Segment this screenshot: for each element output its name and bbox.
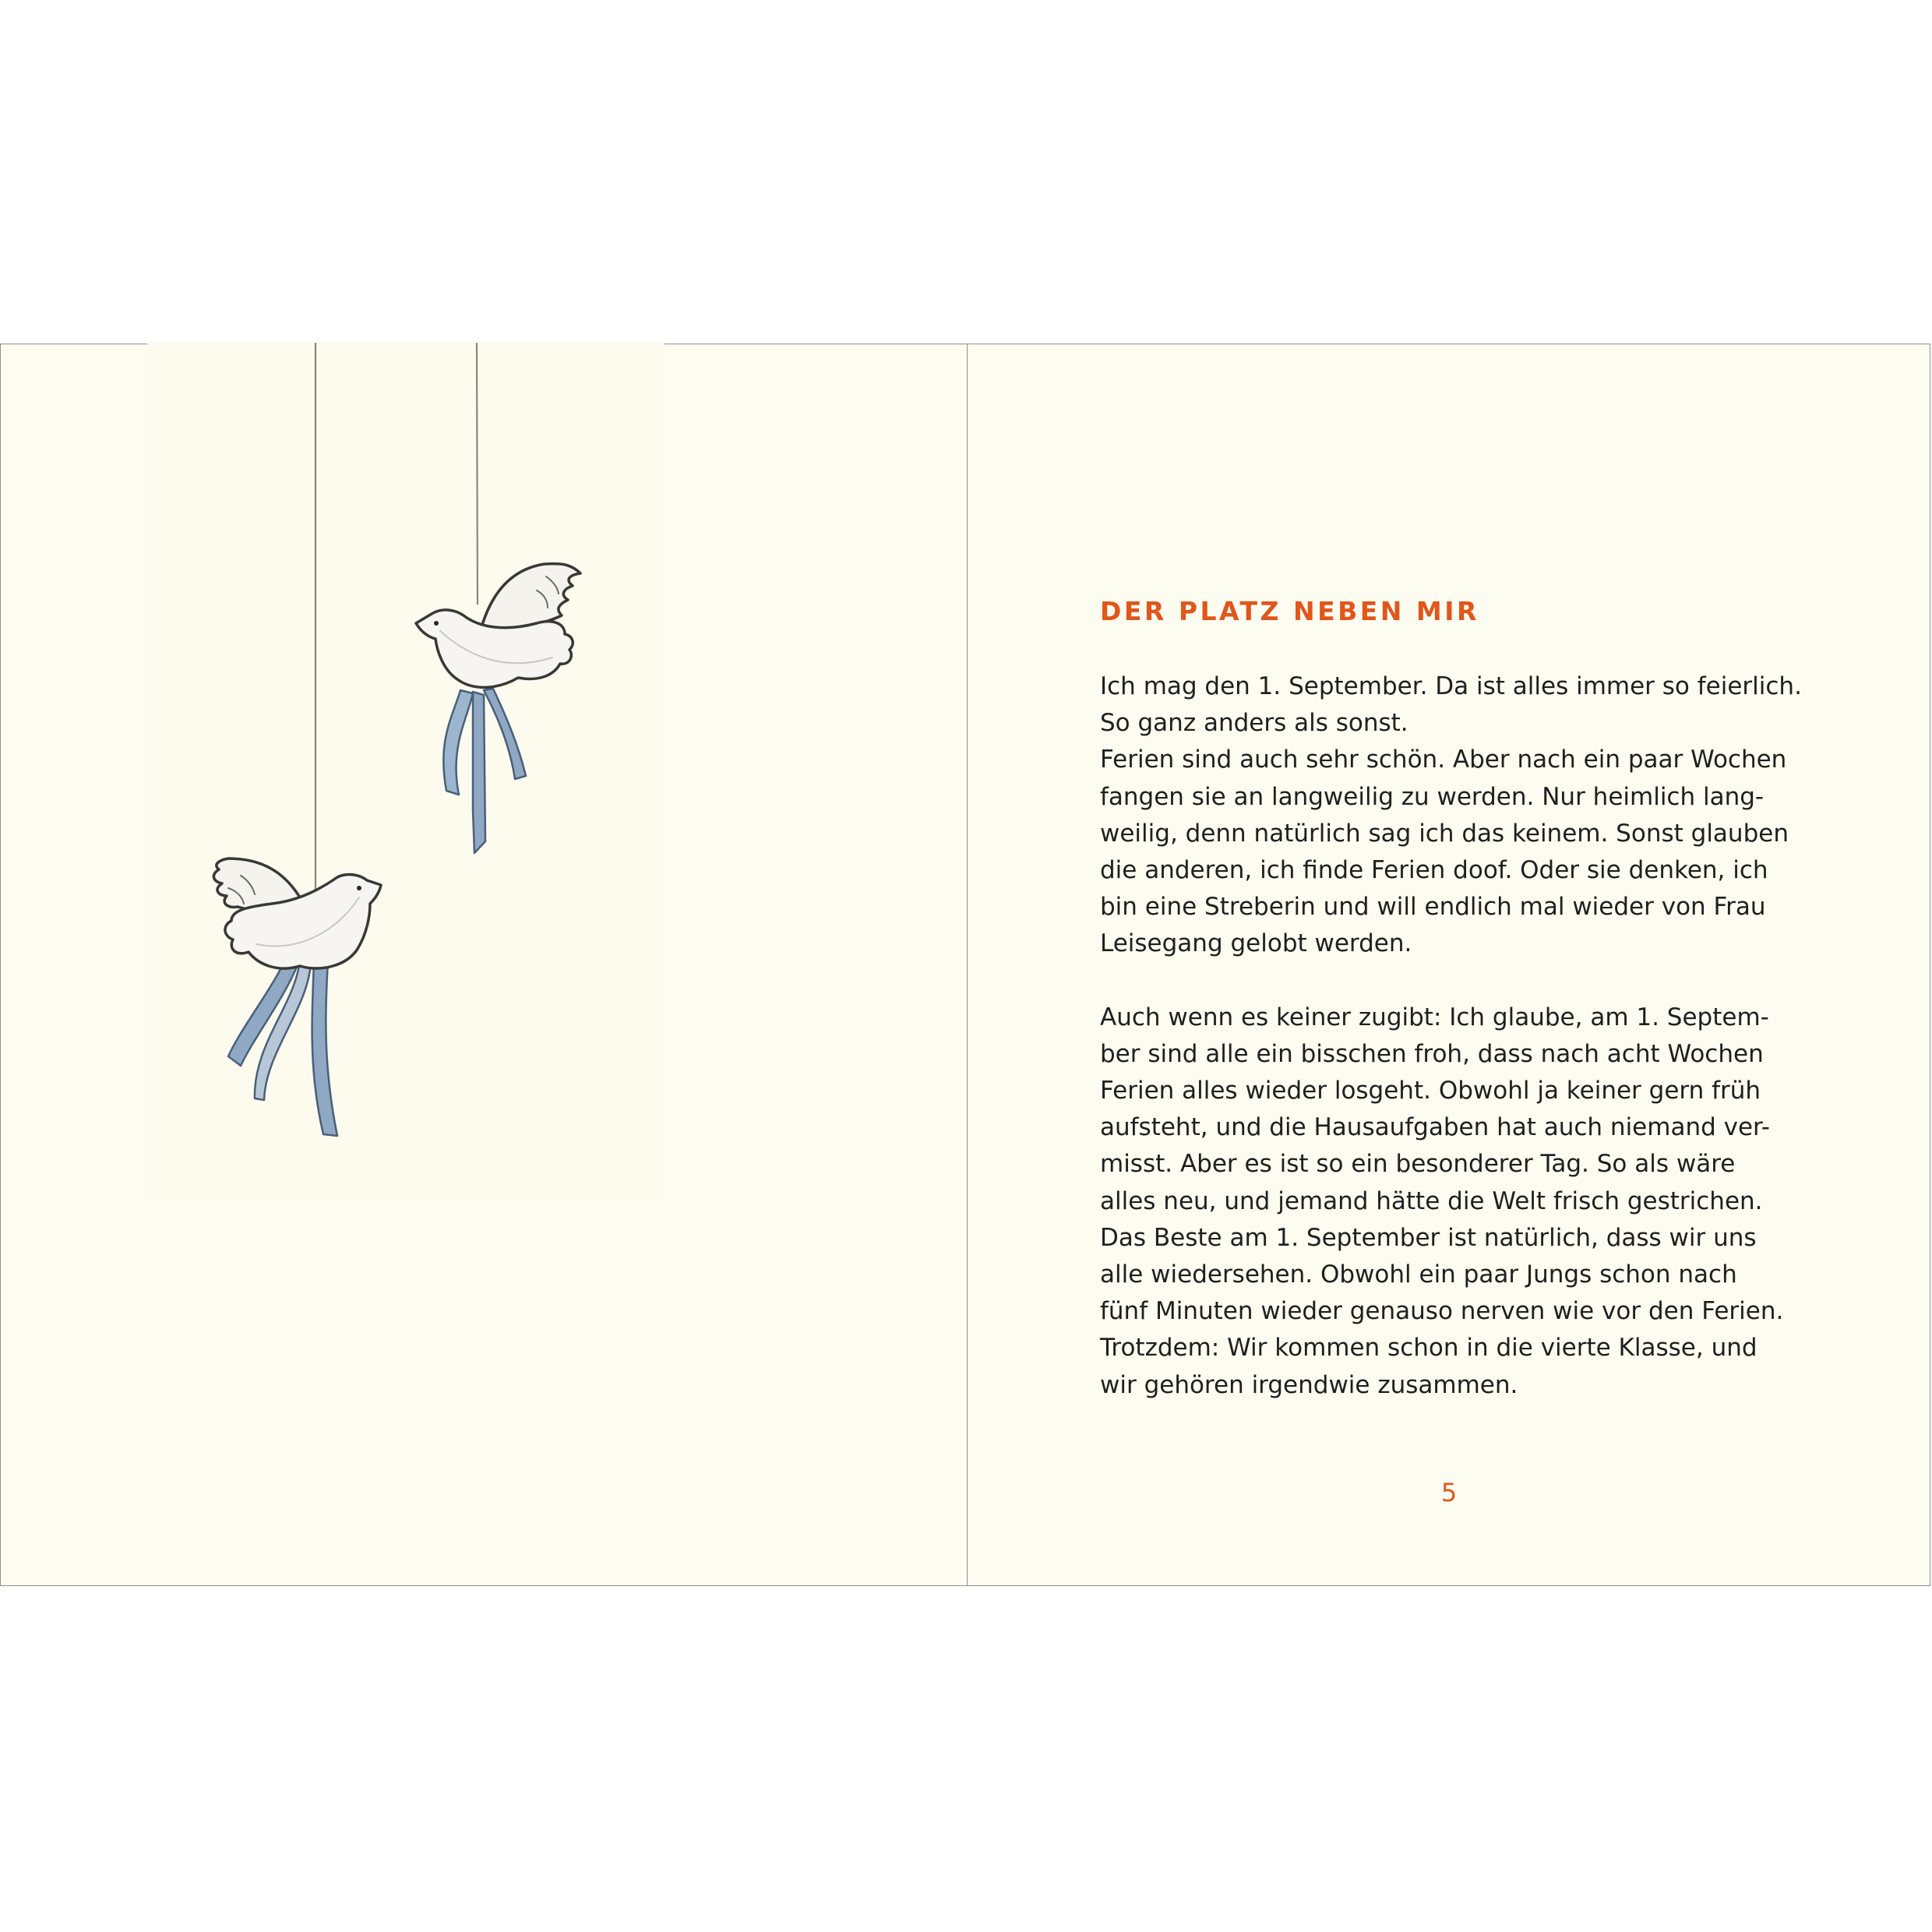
paragraph — [1100, 999, 1801, 1404]
ribbon-lower-3 — [312, 960, 337, 1136]
paragraph — [1100, 668, 1801, 963]
book-spread — [0, 344, 1930, 1586]
text-line: Ich mag den 1. September. Da ist alles immer so feierlich. — [1100, 672, 1802, 700]
chapter-body — [1100, 668, 1801, 1404]
text-line: die anderen, ich finde Ferien doof. Oder sie denken, ich — [1100, 855, 1768, 884]
page-number: 5 — [1440, 1478, 1458, 1507]
text-line: alles neu, und jemand hätte die Welt frisch gestrichen. — [1100, 1186, 1763, 1215]
chapter-title: DER PLATZ NEBEN MIR — [1100, 596, 1479, 626]
ribbon-upper-1 — [473, 692, 485, 853]
hanging-doves-drawing — [147, 343, 665, 1201]
string-right — [477, 343, 478, 605]
text-line: misst. Aber es ist so ein besonderer Tag. So als wäre — [1100, 1150, 1736, 1179]
text-line: ber sind alle ein bisschen froh, dass nach acht Wochen — [1100, 1039, 1764, 1068]
text-line: aufsteht, und die Hausaufgaben hat auch niemand ver- — [1100, 1113, 1770, 1142]
text-line: Das Beste am 1. September ist natürlich, dass wir uns — [1100, 1223, 1757, 1252]
text-line: Ferien alles wieder losgeht. Obwohl ja keiner gern früh — [1100, 1077, 1761, 1105]
dove-upper-icon — [416, 563, 580, 853]
paragraph-spacer — [1100, 963, 1801, 999]
text-line: fangen sie an langweilig zu werden. Nur heimlich lang- — [1100, 782, 1765, 811]
dove-lower-icon — [213, 858, 381, 1136]
right-page — [968, 344, 1931, 1585]
text-line: weilig, denn natürlich sag ich das keinem. Sonst glauben — [1100, 819, 1789, 848]
text-line: bin eine Streberin und will endlich mal wieder von Frau — [1100, 893, 1766, 922]
text-line: wir gehören irgendwie zusammen. — [1100, 1370, 1518, 1399]
doves-illustration — [147, 343, 665, 1201]
ribbon-upper-3 — [484, 689, 526, 779]
ribbon-upper-2 — [443, 690, 473, 795]
text-line: So ganz anders als sonst. — [1100, 709, 1408, 738]
text-line: fünf Minuten wieder genauso nerven wie vor den Ferien. — [1100, 1297, 1784, 1326]
text-line: Ferien sind auch sehr schön. Aber nach ein paar Wochen — [1100, 746, 1787, 774]
text-line: Leisegang gelobt werden. — [1100, 929, 1412, 958]
text-line: Trotzdem: Wir kommen schon in die vierte Klasse, und — [1100, 1334, 1757, 1363]
text-line: Auch wenn es keiner zugibt: Ich glaube, am 1. Septem- — [1100, 1003, 1769, 1031]
text-line: alle wiedersehen. Obwohl ein paar Jungs schon nach — [1100, 1260, 1737, 1289]
